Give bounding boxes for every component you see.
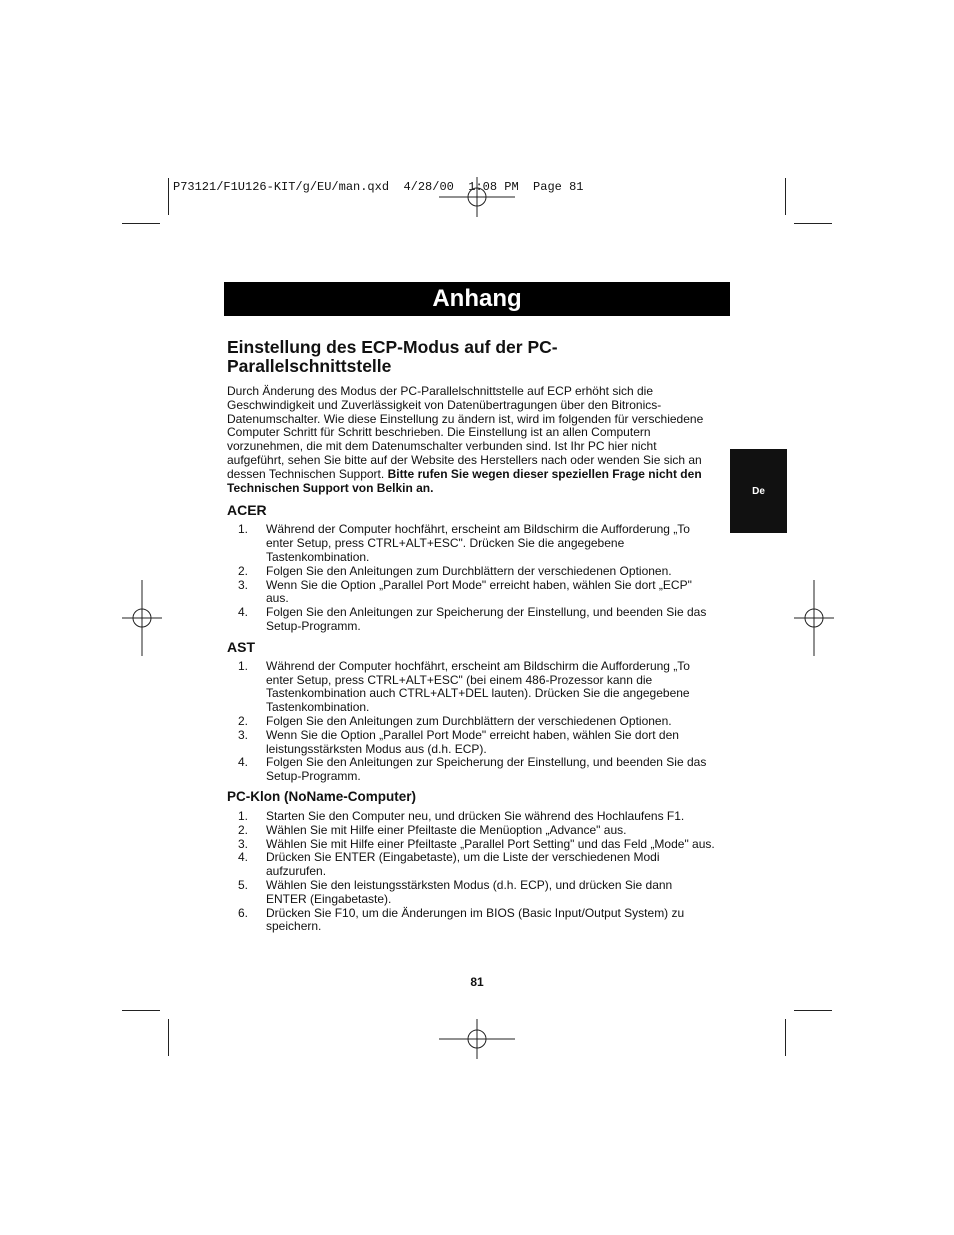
step-text: Wählen Sie mit Hilfe einer Pfeiltaste „Parallel Port Setting" und das Feld „Mode" aus. — [266, 836, 715, 851]
section-heading-acer: ACER — [227, 502, 267, 519]
crop-mark — [794, 1010, 832, 1011]
step-number: 1. — [238, 808, 249, 823]
step-number: 3. — [238, 577, 249, 592]
step-number: 6. — [238, 905, 249, 920]
crop-mark — [122, 223, 160, 224]
step-number: 1. — [238, 522, 249, 537]
list-item — [227, 851, 715, 879]
steps-list-acer — [227, 523, 715, 633]
step-text: Wenn Sie die Option „Parallel Port Mode" erreicht haben, wählen Sie dort „ECP" aus. — [266, 577, 692, 606]
steps-list-pc-klon — [227, 810, 715, 934]
step-text: Wählen Sie mit Hilfe einer Pfeiltaste die Menüoption „Advance" aus. — [266, 822, 627, 837]
step-number: 4. — [238, 850, 249, 865]
step-text: Drücken Sie F10, um die Änderungen im BIOS (Basic Input/Output System) zu speichern. — [266, 905, 685, 934]
list-item — [227, 879, 715, 907]
list-item — [227, 579, 715, 607]
section-heading-pc-klon: PC-Klon (NoName-Computer) — [227, 788, 416, 804]
step-text: Während der Computer hochfährt, erscheint am Bildschirm die Aufforderung „To enter Setup, press CTRL+ALT+ESC" (bei einem 486-Prozessor kann die Tastenkombination auch CTRL+ALT+DEL lauten). Drücken Sie die angegebene Tastenkombination. — [266, 658, 690, 715]
list-item — [227, 565, 715, 579]
registration-mark-icon — [122, 580, 162, 656]
crop-mark — [794, 223, 832, 224]
list-item — [227, 824, 715, 838]
step-number: 3. — [238, 727, 249, 742]
step-text: Starten Sie den Computer neu, und drücken Sie während des Hochlaufens F1. — [266, 808, 685, 823]
step-text: Während der Computer hochfährt, erscheint am Bildschirm die Aufforderung „To enter Setup, press CTRL+ALT+ESC". Drücken Sie die angegebene Tastenkombination. — [266, 522, 690, 564]
section-banner: Anhang — [224, 282, 730, 316]
main-content — [227, 338, 715, 939]
intro-text: Durch Änderung des Modus der PC-Parallelschnittstelle auf ECP erhöht sich die Geschwindigkeit und Zuverlässigkeit von Datenübertragungen über den Bitronics-Datenumschalter. Wie diese Einstellung zu ändern ist, wird im folgenden für verschiedene Computer Schritt für Schritt beschrieben. Die Einstellung ist an allen Computern vorzunehmen, die mit dem Datenumschalter verbunden sind. Ist Ihr PC hier nicht aufgeführt, sehen Sie bitte auf der Website des Herstellers nach oder wenden Sie sich an dessen Technischen Support. — [227, 384, 704, 481]
list-item — [227, 523, 715, 564]
list-item — [227, 606, 715, 634]
list-item — [227, 729, 715, 757]
language-tab-label: De — [752, 485, 765, 497]
page-number: 81 — [470, 975, 484, 989]
list-item — [227, 715, 715, 729]
step-text: Folgen Sie den Anleitungen zur Speicherung der Einstellung, und beenden Sie das Setup-Programm. — [266, 605, 707, 633]
registration-mark-icon — [439, 1019, 515, 1059]
step-number: 5. — [238, 877, 249, 892]
crop-mark — [122, 1010, 160, 1011]
crop-mark — [168, 178, 169, 215]
list-item — [227, 810, 715, 824]
step-text: Folgen Sie den Anleitungen zum Durchblättern der verschiedenen Optionen. — [266, 713, 672, 728]
registration-mark-icon — [439, 177, 515, 217]
step-text: Folgen Sie den Anleitungen zur Speicherung der Einstellung, und beenden Sie das Setup-Programm. — [266, 755, 707, 784]
crop-mark — [168, 1019, 169, 1056]
print-slug: P73121/F1U126-KIT/g/EU/man.qxd 4/28/00 1:08 PM Page 81 — [173, 180, 584, 194]
intro-bold-note: Bitte rufen Sie wegen dieser speziellen Frage nicht den Technischen Support von Belkin an. — [227, 466, 702, 495]
list-item — [227, 907, 715, 935]
step-number: 3. — [238, 836, 249, 851]
step-number: 2. — [238, 822, 249, 837]
language-tab — [730, 449, 787, 533]
step-number: 2. — [238, 713, 249, 728]
page-title: Einstellung des ECP-Modus auf der PC-Parallelschnittstelle — [227, 337, 558, 376]
step-text: Wählen Sie den leistungsstärksten Modus (d.h. ECP), und drücken Sie dann ENTER (Eingabetaste). — [266, 877, 673, 906]
crop-mark — [785, 1019, 786, 1056]
step-text: Wenn Sie die Option „Parallel Port Mode" erreicht haben, wählen Sie dort den leistungsstärksten Modus aus (d.h. ECP). — [266, 727, 679, 756]
step-text: Drücken Sie ENTER (Eingabetaste), um die Liste der verschiedenen Modi aufzurufen. — [266, 850, 660, 879]
crop-mark — [785, 178, 786, 215]
step-number: 4. — [238, 605, 249, 620]
step-number: 2. — [238, 563, 249, 578]
section-heading-ast: AST — [227, 638, 255, 655]
list-item — [227, 838, 715, 852]
steps-list-ast — [227, 660, 715, 784]
list-item — [227, 660, 715, 715]
step-number: 1. — [238, 658, 249, 673]
intro-paragraph — [227, 385, 715, 495]
step-number: 4. — [238, 755, 249, 770]
list-item — [227, 756, 715, 784]
registration-mark-icon — [794, 580, 834, 656]
step-text: Folgen Sie den Anleitungen zum Durchblättern der verschiedenen Optionen. — [266, 563, 672, 578]
